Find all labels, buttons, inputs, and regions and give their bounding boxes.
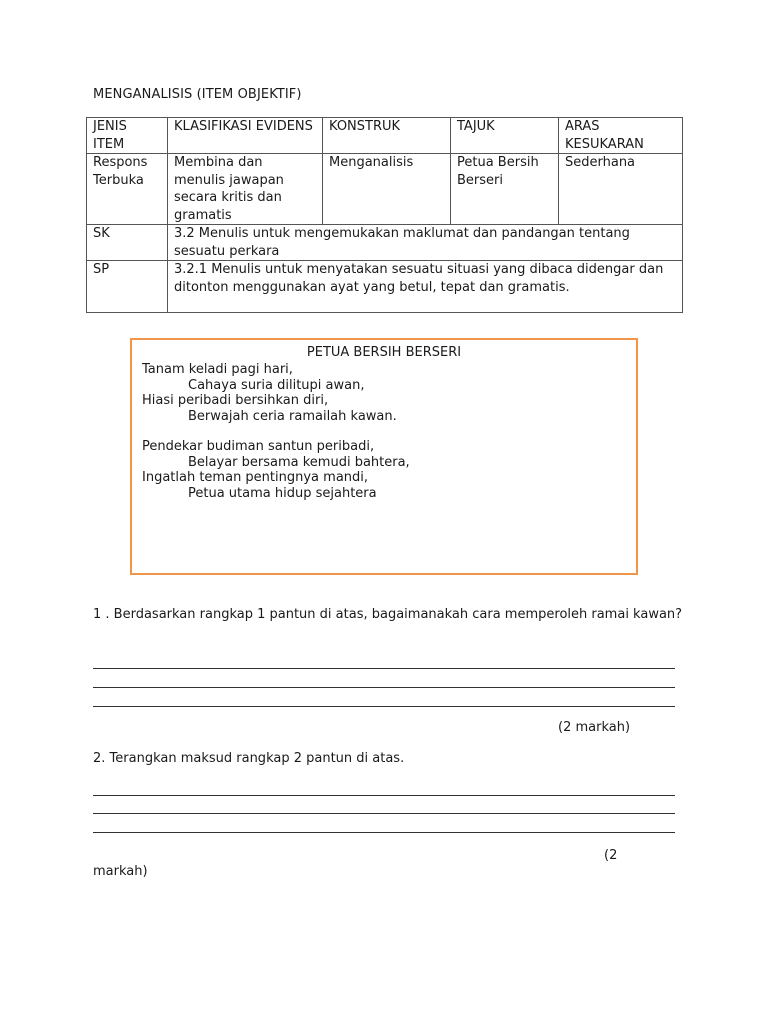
table-header-row xyxy=(87,118,683,154)
header-klasifikasi: KLASIFIKASI EVIDENS xyxy=(168,118,323,154)
question-2-marks-open: (2 xyxy=(604,848,618,863)
poem-line: Pendekar budiman santun peribadi, xyxy=(142,439,375,454)
poem-line: Cahaya suria dilitupi awan, xyxy=(188,377,365,393)
poem-line: Berwajah ceria ramailah kawan. xyxy=(188,408,397,424)
table-row xyxy=(87,154,683,225)
answer-line[interactable] xyxy=(93,668,675,669)
header-konstruk: KONSTRUK xyxy=(323,118,451,154)
poem-line: Hiasi peribadi bersihkan diri, xyxy=(142,393,329,408)
question-2-marks: markah) xyxy=(93,864,148,879)
cell-jenis-item: Respons Terbuka xyxy=(87,154,168,225)
answer-line[interactable] xyxy=(93,706,675,707)
cell-sp-label: SP xyxy=(87,261,168,313)
cell-klasifikasi: Membina dan menulis jawapan secara kritis dan gramatis xyxy=(168,154,323,225)
cell-sp-text: 3.2.1 Menulis untuk menyatakan sesuatu situasi yang dibaca didengar dan ditonton menggunakan ayat yang betul, tepat dan gramatis. xyxy=(168,261,683,313)
item-info-table xyxy=(86,117,683,313)
cell-aras: Sederhana xyxy=(559,154,683,225)
question-2: 2. Terangkan maksud rangkap 2 pantun di atas. xyxy=(93,751,405,766)
answer-line[interactable] xyxy=(93,687,675,688)
answer-line[interactable] xyxy=(93,832,675,833)
poem-line: Petua utama hidup sejahtera xyxy=(188,485,377,501)
answer-line[interactable] xyxy=(93,795,675,796)
poem-body xyxy=(142,362,410,501)
poem-line: Belayar bersama kemudi bahtera, xyxy=(188,454,410,470)
table-row-sp xyxy=(87,261,683,313)
poem-line: Ingatlah teman pentingnya mandi, xyxy=(142,470,369,485)
header-jenis-item: JENIS ITEM xyxy=(87,118,168,154)
page-heading: MENGANALISIS (ITEM OBJEKTIF) xyxy=(93,87,302,102)
question-1-marks: (2 markah) xyxy=(558,720,631,735)
cell-sk-label: SK xyxy=(87,225,168,261)
poem-line: Tanam keladi pagi hari, xyxy=(142,362,293,377)
cell-tajuk: Petua Bersih Berseri xyxy=(451,154,559,225)
cell-konstruk: Menganalisis xyxy=(323,154,451,225)
header-tajuk: TAJUK xyxy=(451,118,559,154)
stanza-gap xyxy=(142,424,410,439)
header-aras: ARAS KESUKARAN xyxy=(559,118,683,154)
poem-box xyxy=(130,338,638,575)
question-1: 1 . Berdasarkan rangkap 1 pantun di atas, bagaimanakah cara memperoleh ramai kawan? xyxy=(93,607,683,622)
table-row-sk xyxy=(87,225,683,261)
answer-line[interactable] xyxy=(93,813,675,814)
poem-title: PETUA BERSIH BERSERI xyxy=(306,345,462,360)
cell-sk-text: 3.2 Menulis untuk mengemukakan maklumat dan pandangan tentang sesuatu perkara xyxy=(168,225,683,261)
